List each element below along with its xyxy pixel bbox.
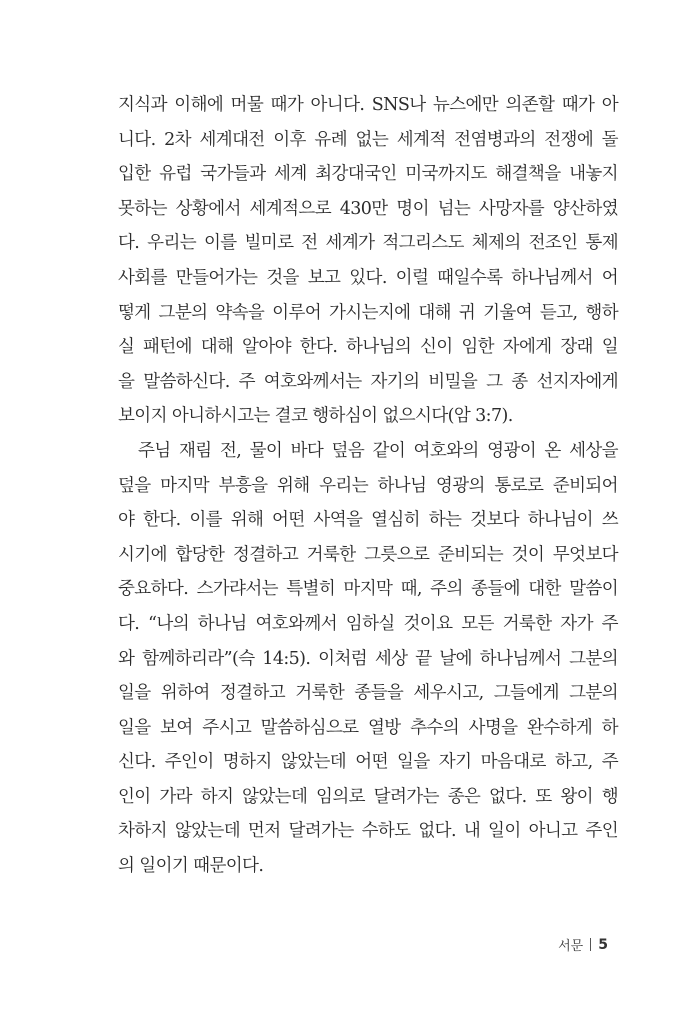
text-line: 신다. 주인이 명하지 않았는데 어떤 일을 자기 마음대로 하고, 주: [118, 752, 618, 773]
text-line: 입한 유럽 국가들과 세계 최강대국인 미국까지도 해결책을 내놓지: [118, 164, 618, 185]
text-line: 다. 우리는 이를 빌미로 전 세계가 적그리스도 체제의 전조인 통제: [118, 233, 618, 254]
text-line: 야 한다. 이를 위해 어떤 사역을 열심히 하는 것보다 하나님이 쓰: [118, 510, 618, 531]
text-line: 덮을 마지막 부흥을 위해 우리는 하나님 영광의 통로로 준비되어: [118, 475, 618, 496]
text-line: 일을 위하여 정결하고 거룩한 종들을 세우시고, 그들에게 그분의: [118, 683, 618, 704]
text-line: 시기에 합당한 정결하고 거룩한 그릇으로 준비되는 것이 무엇보다: [118, 544, 618, 565]
text-line: 인이 가라 하지 않았는데 임의로 달려가는 종은 없다. 또 왕이 행: [118, 786, 618, 807]
text-line: 의 일이기 때문이다.: [118, 856, 264, 877]
text-line: 차하지 않았는데 먼저 달려가는 수하도 없다. 내 일이 아니고 주인: [118, 821, 618, 842]
body-text: [118, 88, 618, 884]
text-line: 중요하다. 스가랴서는 특별히 마지막 때, 주의 종들에 대한 말씀이: [118, 579, 618, 600]
text-line: 일을 보여 주시고 말씀하심으로 열방 추수의 사명을 완수하게 하: [118, 717, 618, 738]
text-line: 주님 재림 전, 물이 바다 덮음 같이 여호와의 영광이 온 세상을: [138, 440, 618, 461]
text-line: 다. “나의 하나님 여호와께서 임하실 것이요 모든 거룩한 자가 주: [118, 613, 618, 634]
page-footer: [558, 935, 608, 954]
text-line: 보이지 아니하시고는 결코 행하심이 없으시다(암 3:7).: [118, 406, 513, 427]
text-line: 실 패턴에 대해 알아야 한다. 하나님의 신이 임한 자에게 장래 일: [118, 337, 618, 358]
text-line: 못하는 상황에서 세계적으로 430만 명이 넘는 사망자를 양산하였: [118, 198, 618, 219]
text-line: 지식과 이해에 머물 때가 아니다. SNS나 뉴스에만 의존할 때가 아: [118, 95, 618, 115]
text-line: 니다. 2차 세계대전 이후 유례 없는 세계적 전염병과의 전쟁에 돌: [118, 129, 618, 150]
text-line: 사회를 만들어가는 것을 보고 있다. 이럴 때일수록 하나님께서 어: [118, 267, 618, 288]
text-line: 을 말씀하신다. 주 여호와께서는 자기의 비밀을 그 종 선지자에게: [118, 371, 618, 392]
text-line: 떻게 그분의 약속을 이루어 가시는지에 대해 귀 기울여 듣고, 행하: [118, 302, 618, 323]
page-number: 5: [598, 936, 608, 953]
section-title: 서문: [558, 939, 584, 954]
footer-divider: [590, 938, 591, 951]
text-line: 와 함께하리라”(슥 14:5). 이처럼 세상 끝 날에 하나님께서 그분의: [118, 648, 618, 669]
